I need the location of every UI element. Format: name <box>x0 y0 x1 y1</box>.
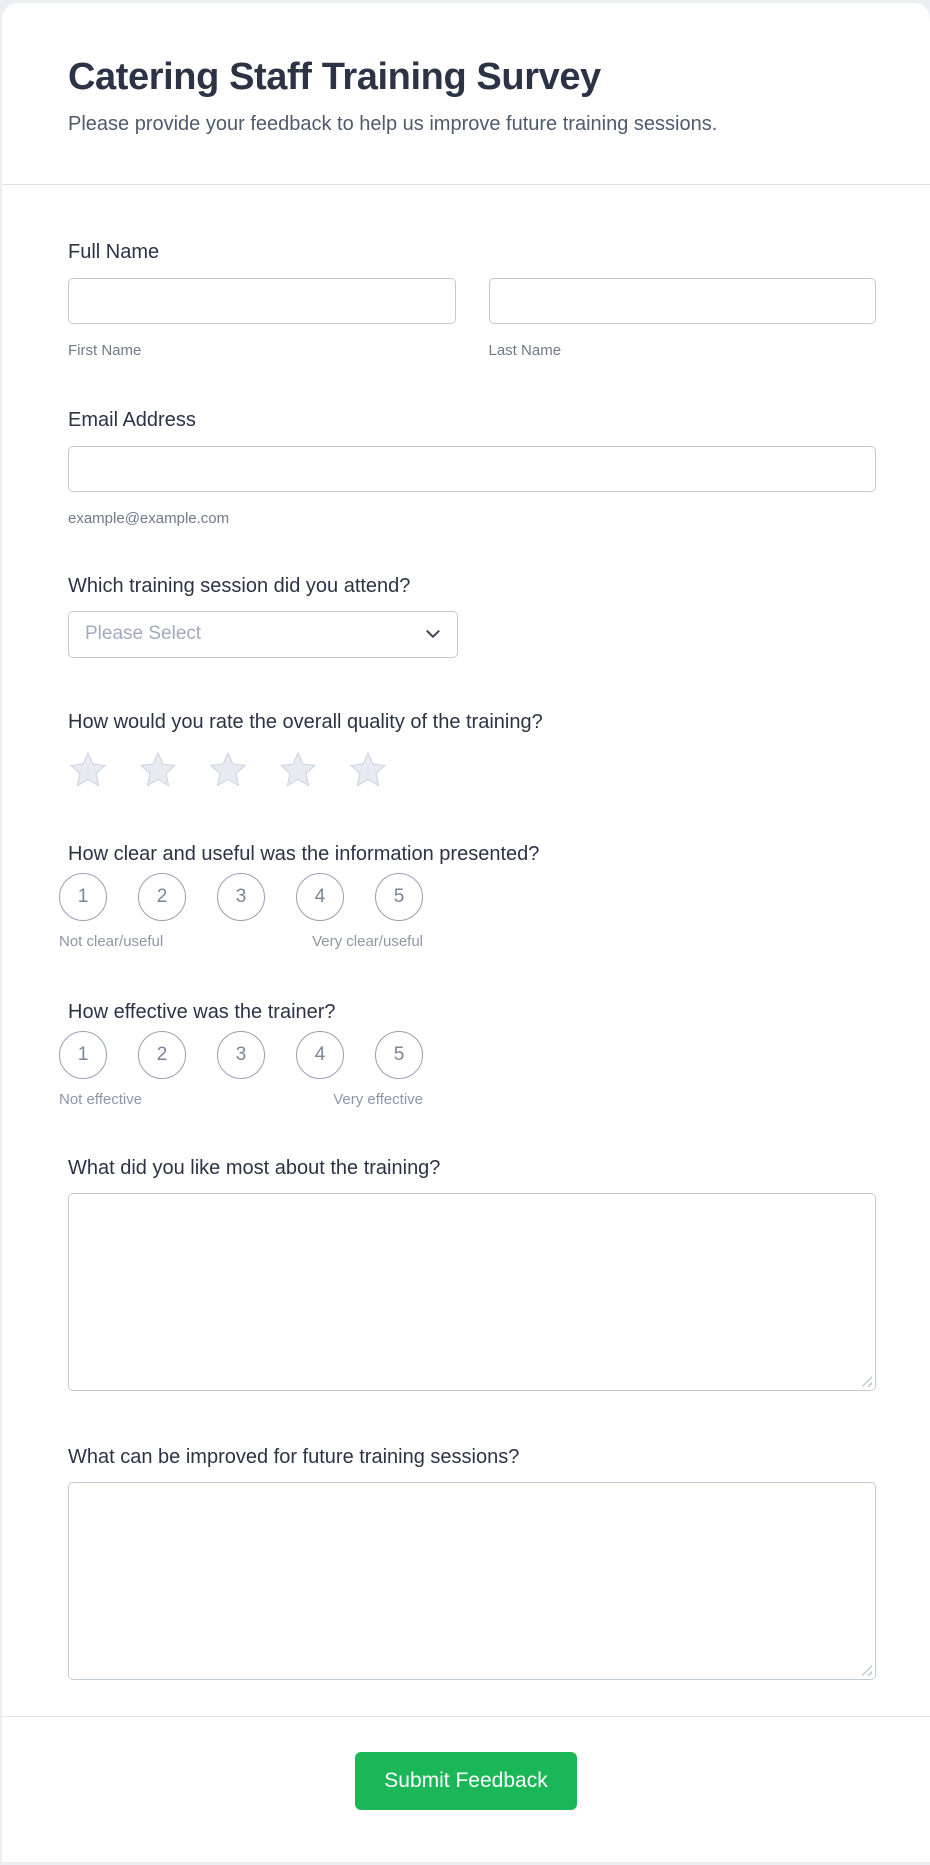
form-header <box>2 3 930 185</box>
trainer-min-label: Not effective <box>59 1090 143 1108</box>
clarity-scale-option-3[interactable]: 3 <box>217 873 265 921</box>
last-name-sublabel: Last Name <box>488 341 562 359</box>
submit-button[interactable]: Submit Feedback <box>355 1752 577 1810</box>
trainer-scale-option-5[interactable]: 5 <box>375 1031 423 1079</box>
clarity-scale-option-1[interactable]: 1 <box>59 873 107 921</box>
clarity-label: How clear and useful was the information presented? <box>68 842 540 865</box>
session-select[interactable] <box>68 611 458 658</box>
submit-row <box>2 1717 930 1859</box>
email-label: Email Address <box>68 408 196 431</box>
first-name-input[interactable] <box>68 278 456 324</box>
form-card <box>2 3 930 1862</box>
page-subtitle: Please provide your feedback to help us improve future training sessions. <box>68 112 718 135</box>
chevron-down-icon <box>424 625 442 643</box>
trainer-label: How effective was the trainer? <box>68 1000 336 1023</box>
field-trainer <box>59 999 876 1108</box>
quality-label: How would you rate the overall quality of the training? <box>68 710 543 733</box>
clarity-scale-option-2[interactable]: 2 <box>138 873 186 921</box>
trainer-scale-option-3[interactable]: 3 <box>217 1031 265 1079</box>
field-improve <box>68 1444 876 1680</box>
field-quality <box>68 709 876 790</box>
page-title: Catering Staff Training Survey <box>68 56 601 98</box>
star-icon[interactable] <box>138 750 178 790</box>
improve-label: What can be improved for future training sessions? <box>68 1445 520 1468</box>
email-input[interactable] <box>68 446 876 492</box>
trainer-scale-option-1[interactable]: 1 <box>59 1031 107 1079</box>
star-icon[interactable] <box>68 750 108 790</box>
star-icon[interactable] <box>278 750 318 790</box>
star-rating <box>68 750 876 790</box>
star-icon[interactable] <box>348 750 388 790</box>
clarity-scale-option-4[interactable]: 4 <box>296 873 344 921</box>
star-icon[interactable] <box>208 750 248 790</box>
field-session <box>68 573 876 658</box>
full-name-label: Full Name <box>68 240 160 263</box>
liked-label: What did you like most about the training? <box>68 1156 441 1179</box>
clarity-max-label: Very clear/useful <box>312 932 423 950</box>
field-email <box>68 407 876 527</box>
improve-textarea[interactable] <box>68 1482 876 1680</box>
clarity-scale <box>59 873 423 950</box>
clarity-scale-option-5[interactable]: 5 <box>375 873 423 921</box>
form-body <box>2 185 930 1717</box>
trainer-scale-option-2[interactable]: 2 <box>138 1031 186 1079</box>
trainer-scale <box>59 1031 423 1108</box>
first-name-sublabel: First Name <box>68 341 142 359</box>
clarity-min-label: Not clear/useful <box>59 932 164 950</box>
field-clarity <box>59 841 876 950</box>
trainer-scale-option-4[interactable]: 4 <box>296 1031 344 1079</box>
field-full-name <box>68 239 876 359</box>
session-label: Which training session did you attend? <box>68 574 411 597</box>
field-liked <box>68 1155 876 1391</box>
session-select-placeholder: Please Select <box>85 623 202 645</box>
trainer-max-label: Very effective <box>333 1090 423 1108</box>
liked-textarea[interactable] <box>68 1193 876 1391</box>
last-name-input[interactable] <box>489 278 877 324</box>
email-sublabel: example@example.com <box>68 509 230 527</box>
